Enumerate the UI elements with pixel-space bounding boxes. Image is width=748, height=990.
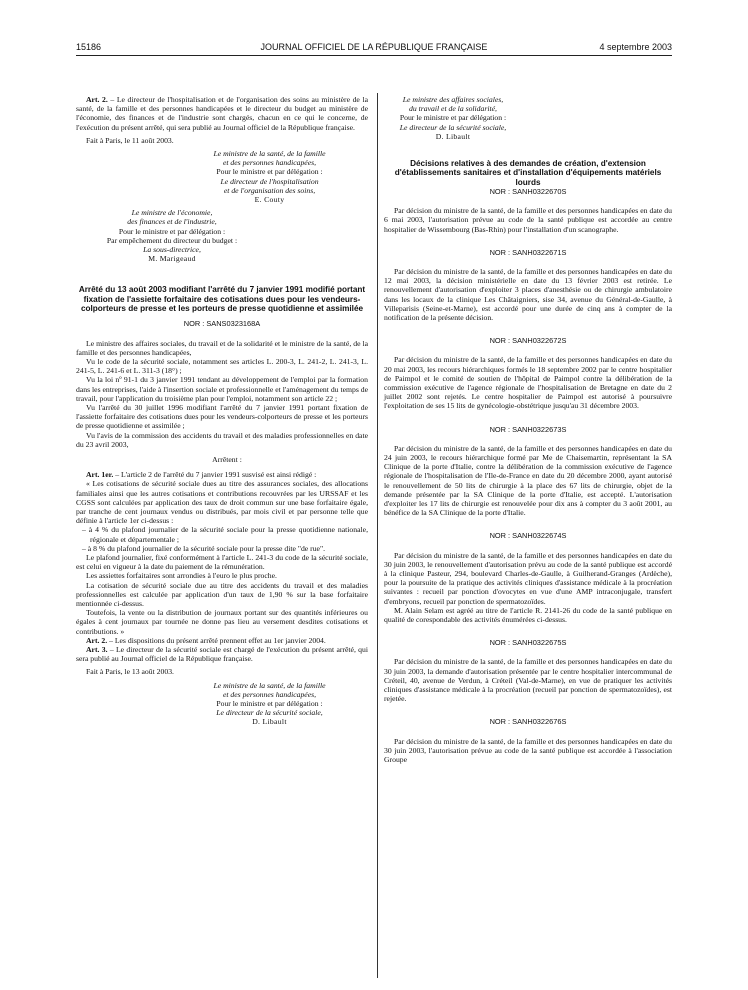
left-column xyxy=(76,95,368,727)
article-label: Art. 2. xyxy=(86,635,108,645)
signature-block xyxy=(86,208,258,263)
decisions-title: Décisions relatives à des demandes de création, d'extension d'établissements sanitaires et d'installation d'équipements matériels lourds xyxy=(394,159,662,187)
article-2 xyxy=(76,95,368,132)
article-label: Art. 2. xyxy=(86,95,108,104)
quoted-paragraph: Toutefois, la vente ou la distribution de journaux portant sur des quantités inférieures ou égales à cent journaux par tournée ne donne pas lieu au versement desdites cotisations et contributions. » xyxy=(76,608,368,636)
visa-paragraph: Vu le code de la sécurité sociale, notamment ses articles L. 200-3, L. 241-2, L. 241-3, L. 241-5, L. 241-6 et L. 311-3 (18°) ; xyxy=(76,356,368,376)
signature-line: Le directeur de la sécurité sociale, xyxy=(216,708,323,718)
decision-text: M. Alain Selam est agréé au titre de l'article R. 2141-26 du code de la santé publique en qualité de corespondable des activités énumérées ci-dessus. xyxy=(384,605,672,625)
fait-a-paris: Fait à Paris, le 13 août 2003. xyxy=(86,667,174,677)
signature-line: du travail et de la solidarité, xyxy=(409,104,497,114)
decision-text: Par décision du ministre de la santé, de la famille et des personnes handicapées en date du 24 juin 2003, le recours hiérarchique formé par Me de Chaisemartin, représentant la SA Clinique de la porte d'Italie, contre la délibération de la commission exécutive de l'agence régionale de l'hospitalisation de l'Ile-de-France en date du 20 décembre 2000, ayant autorisé le renouvellement de 50 lits de chirurgie à la place des 67 lits de chirurgie, objet de la demande présentée par la SA Clinique de la porte d'Italie, est accepté. L'autorisation d'exploiter les 17 lits de chirurgie est renouvelée pour dix ans à compter du 3 août 2001, au bénéfice de la SA Clinique de la porte d'Italie. xyxy=(384,443,672,518)
signature-line: Le ministre de l'économie, xyxy=(131,208,213,218)
signature-block xyxy=(171,149,368,204)
decision-text: Par décision du ministre de la santé, de la famille et des personnes handicapées en date du 20 mai 2003, les recours hiérarchiques formés le 18 septembre 2002 par le centre hospitalier de Paimpol et le comité de soutien de l'hôpital de Paimpol contre la délibération de la commission exécutive de l'agence régionale de l'hospitalisation de Bretagne en date du 2 juillet 2002 sont rejetés. Le centre hospitalier de Paimpol est autorisé à poursuivre l'exploitation de ses 15 lits de gynécologie-obstétrique jusqu'au 31 décembre 2003. xyxy=(384,355,672,411)
nor-reference: NOR : SANH0322671S xyxy=(489,247,567,257)
signature-line: Pour le ministre et par délégation : xyxy=(216,699,323,709)
article-text: – Les dispositions du présent arrêté prennent effet au 1er janvier 2004. xyxy=(107,635,326,645)
nor-reference: NOR : SANS0323168A xyxy=(183,319,261,329)
article-text: – L'article 2 de l'arrêté du 7 janvier 1991 susvisé est ainsi rédigé : xyxy=(113,470,317,480)
decision-text: Par décision du ministre de la santé, de la famille et des personnes handicapées en date du 30 juin 2003, le renouvellement d'autorisation prévu au code de la santé publique est accordé à la clinique Pasteur, 294, boulevard Charles-de-Gaulle, à Guilherand-Granges (Ardèche), pour la poursuite de la pratique des activités cliniques d'assistance médicale à la procréation suivantes : recueil par ponction d'ovocytes en vue d'une AMP intraconjugale, transfert d'embryons, recueil par ponction de spermatozoïdes. xyxy=(384,550,672,606)
quoted-paragraph: Les assiettes forfaitaires sont arrondies à l'euro le plus proche. xyxy=(86,571,277,581)
decision-text: Par décision du ministre de la santé, de la famille et des personnes handicapées en date du 6 mai 2003, l'autorisation prévue au code de la santé publique est accordée au centre hospitalier de Wissembourg (Bas-Rhin) pour l'installation d'un scanographe. xyxy=(384,206,672,234)
signatory-name: M. Marigeaud xyxy=(148,254,196,264)
visa-paragraph: Le ministre des affaires sociales, du travail et de la solidarité et le ministre de la santé, de la famille et des personnes handicapées, xyxy=(76,338,368,357)
article-3 xyxy=(76,645,368,663)
decision-text: Par décision du ministre de la santé, de la famille et des personnes handicapées en date du 30 juin 2003, la demande d'autorisation présentée par le centre hospitalier intercommunal de Créteil, 40, avenue de Verdun, à Créteil (Val-de-Marne), en vue de pratiquer les activités cliniques d'assistance médicale à la procréation (recueil par ponction de spermatozoïdes), est rejetée. xyxy=(384,657,672,704)
quoted-paragraph: Le plafond journalier, fixé conformément à l'article L. 241-3 du code de la sécurité sociale, est celui en vigueur à la date du paiement de la rémunération. xyxy=(76,553,368,572)
fait-a-paris: Fait à Paris, le 11 août 2003. xyxy=(86,135,174,145)
nor-reference: NOR : SANH0322676S xyxy=(489,717,567,727)
article-1 xyxy=(76,470,368,479)
arretent: Arrêtent : xyxy=(212,454,242,464)
quoted-paragraph: « Les cotisations de sécurité sociale dues au titre des assurances sociales, des allocations familiales ainsi que les autres cotisations et contributions recouvrées par les URSSAF et les CGSS sont calculées par application des taux de droit commun sur une base forfaitaire égale, par tranche de cent journaux vendus ou distribués, par mois civil et par personne telle que définie à l'article 1er ci-dessus : xyxy=(76,479,368,526)
dash-item: – à 4 % du plafond journalier de la sécurité sociale pour la presse quotidienne nationale, régionale et départementale ; xyxy=(82,525,368,544)
signature-line: Pour le ministre et par délégation : xyxy=(399,113,507,123)
signature-line: des finances et de l'industrie, xyxy=(127,217,217,227)
visa-paragraph: Vu l'avis de la commission des accidents du travail et des maladies professionnelles en date du 23 avril 2003, xyxy=(76,430,368,449)
decision-text: Par décision du ministre de la santé, de la famille et des personnes handicapées en date du 30 juin 2003, l'autorisation prévue au code de la santé publique est accordée à l'association Groupe xyxy=(384,736,672,765)
nor-reference: NOR : SANH0322673S xyxy=(489,424,567,434)
nor-reference: NOR : SANH0322675S xyxy=(489,638,567,648)
signature-line: Le directeur de l'hospitalisation xyxy=(220,176,319,186)
signature-block xyxy=(171,681,368,727)
article-text: – Le directeur de la sécurité sociale est chargé de l'exécution du présent arrêté, qui sera publié au Journal officiel de la République française. xyxy=(76,645,368,664)
signature-line: Le directeur de la sécurité sociale, xyxy=(399,122,507,132)
visa-paragraph: Vu la loi nº 91-1 du 3 janvier 1991 tendant au développement de l'emploi par la formation dans les entreprises, l'aide à l'insertion sociale et professionnelle et l'aménagement du temps de travail, pour l'application du troisième plan pour l'emploi, notamment son article 22 ; xyxy=(76,375,368,403)
signature-block xyxy=(384,95,522,141)
nor-reference: NOR : SANH0322674S xyxy=(489,531,567,541)
signature-line: Pour le ministre et par délégation : xyxy=(118,226,226,236)
visa-paragraph: Vu l'arrêté du 30 juillet 1996 modifiant l'arrêté du 7 janvier 1991 portant fixation de l'assiette forfaitaire des cotisations dues pour les vendeurs-colporteurs de presse et les porteurs de presse quotidienne et assimilée ; xyxy=(76,402,368,431)
page-number: 15186 xyxy=(76,42,102,52)
signatory-name: E. Couty xyxy=(254,195,285,205)
signature-line: Par empêchement du directeur du budget : xyxy=(106,235,238,245)
signature-line: Le ministre des affaires sociales, xyxy=(402,95,504,104)
signature-line: Pour le ministre et par délégation : xyxy=(216,167,323,177)
right-column xyxy=(384,95,672,764)
nor-reference: NOR : SANH0322672S xyxy=(489,336,567,346)
article-label: Art. 3. xyxy=(86,645,108,655)
signature-line: La sous-directrice, xyxy=(143,245,201,255)
page-header xyxy=(76,42,672,56)
article-2b xyxy=(76,636,368,645)
signatory-name: D. Libault xyxy=(435,131,471,141)
article-text: – Le directeur de l'hospitalisation et de l'organisation des soins au ministère de la santé, de la famille et des personnes handicapées et le directeur du budget au ministère de l'économie, des finances et de l'industrie sont chargés, chacun en ce qui le concerne, de l'exécution du présent arrêté, qui sera publié au Journal officiel de la République française. xyxy=(76,95,368,132)
signature-line: et de l'organisation des soins, xyxy=(223,185,316,195)
decision-text: Par décision du ministre de la santé, de la famille et des personnes handicapées en date du 12 mai 2003, la décision ministérielle en date du 13 février 2003 est retirée. Le renouvellement d'autorisation d'exploiter 3 places d'anesthésie ou de chirurgie ambulatoire dans les locaux de la clinique Les Châtaigniers, sise 34, avenue du Général-de-Gaulle, à Villeparisis (Seine-et-Marne), est accordé pour une durée de cinq ans à compter de la notification de la présente décision. xyxy=(384,266,672,322)
nor-reference: NOR : SANH0322670S xyxy=(489,186,567,196)
issue-date: 4 septembre 2003 xyxy=(599,42,672,52)
column-divider xyxy=(377,93,378,978)
header-rule xyxy=(76,55,672,56)
signature-line: et des personnes handicapées, xyxy=(222,689,317,699)
article-label: Art. 1er. xyxy=(86,470,114,480)
quoted-paragraph: La cotisation de sécurité sociale due au titre des accidents du travail et des maladies professionnelles est calculée par application d'un taux de 1,90 % sur la base forfaitaire mentionnée ci-dessus. xyxy=(76,580,368,609)
signature-line: et des personnes handicapées, xyxy=(222,158,317,168)
signatory-name: D. Libault xyxy=(252,717,287,727)
journal-title: JOURNAL OFFICIEL DE LA RÉPUBLIQUE FRANÇAISE xyxy=(260,42,488,52)
arrete-title: Arrêté du 13 août 2003 modifiant l'arrêté du 7 janvier 1991 modifié portant fixation de l'assiette forfaitaire des cotisations dues pour les vendeurs-colporteurs de presse et les porteurs de presse quotidienne et assimilée xyxy=(78,285,366,314)
signature-line: Le ministre de la santé, de la famille xyxy=(213,149,326,159)
dash-item: – à 8 % du plafond journalier de la sécurité sociale pour la presse dite "de rue". xyxy=(82,543,326,553)
signature-line: Le ministre de la santé, de la famille xyxy=(213,680,326,690)
